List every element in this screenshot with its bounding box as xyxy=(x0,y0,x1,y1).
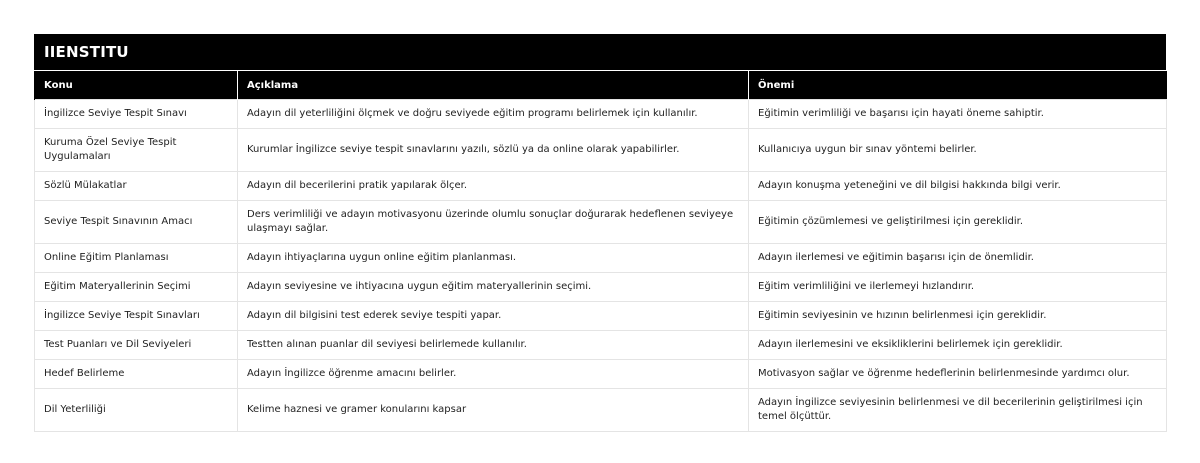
cell-aciklama: Adayın ihtiyaçlarına uygun online eğitim planlanması. xyxy=(238,244,749,273)
cell-konu: Seviye Tespit Sınavının Amacı xyxy=(35,201,238,244)
table-body xyxy=(35,100,1167,432)
cell-aciklama: Ders verimliliği ve adayın motivasyonu üzerinde olumlu sonuçlar doğurarak hedeflenen seviyeye ulaşmayı sağlar. xyxy=(238,201,749,244)
cell-aciklama: Adayın seviyesine ve ihtiyacına uygun eğitim materyallerinin seçimi. xyxy=(238,273,749,302)
cell-aciklama: Adayın dil yeterliliğini ölçmek ve doğru seviyede eğitim programı belirlemek için kullanılır. xyxy=(238,100,749,129)
cell-onemi: Adayın ilerlemesini ve eksikliklerini belirlemek için gereklidir. xyxy=(749,331,1167,360)
cell-konu: İngilizce Seviye Tespit Sınavları xyxy=(35,302,238,331)
cell-konu: İngilizce Seviye Tespit Sınavı xyxy=(35,100,238,129)
table-row xyxy=(35,360,1167,389)
cell-aciklama: Adayın İngilizce öğrenme amacını belirler. xyxy=(238,360,749,389)
cell-aciklama: Kurumlar İngilizce seviye tespit sınavlarını yazılı, sözlü ya da online olarak yapabilirler. xyxy=(238,129,749,172)
cell-aciklama: Adayın dil becerilerini pratik yapılarak ölçer. xyxy=(238,172,749,201)
table-row xyxy=(35,273,1167,302)
table-row xyxy=(35,172,1167,201)
cell-konu: Sözlü Mülakatlar xyxy=(35,172,238,201)
cell-aciklama: Adayın dil bilgisini test ederek seviye tespiti yapar. xyxy=(238,302,749,331)
table-row xyxy=(35,201,1167,244)
table-row xyxy=(35,302,1167,331)
info-table xyxy=(34,70,1167,432)
cell-onemi: Motivasyon sağlar ve öğrenme hedeflerinin belirlenmesinde yardımcı olur. xyxy=(749,360,1167,389)
content-table-card xyxy=(34,34,1166,432)
cell-konu: Dil Yeterliliği xyxy=(35,389,238,432)
cell-onemi: Eğitim verimliliğini ve ilerlemeyi hızlandırır. xyxy=(749,273,1167,302)
table-row xyxy=(35,100,1167,129)
table-row xyxy=(35,129,1167,172)
cell-onemi: Eğitimin seviyesinin ve hızının belirlenmesi için gereklidir. xyxy=(749,302,1167,331)
cell-onemi: Kullanıcıya uygun bir sınav yöntemi belirler. xyxy=(749,129,1167,172)
brand-bar xyxy=(34,34,1166,70)
cell-onemi: Adayın ilerlemesi ve eğitimin başarısı için de önemlidir. xyxy=(749,244,1167,273)
cell-onemi: Adayın konuşma yeteneğini ve dil bilgisi hakkında bilgi verir. xyxy=(749,172,1167,201)
cell-onemi: Eğitimin çözümlemesi ve geliştirilmesi için gereklidir. xyxy=(749,201,1167,244)
table-row xyxy=(35,331,1167,360)
header-aciklama: Açıklama xyxy=(238,71,749,100)
cell-onemi: Eğitimin verimliliği ve başarısı için hayati öneme sahiptir. xyxy=(749,100,1167,129)
header-onemi: Önemi xyxy=(749,71,1167,100)
header-konu: Konu xyxy=(35,71,238,100)
cell-aciklama: Kelime haznesi ve gramer konularını kapsar xyxy=(238,389,749,432)
table-header xyxy=(35,71,1167,100)
cell-konu: Hedef Belirleme xyxy=(35,360,238,389)
cell-onemi: Adayın İngilizce seviyesinin belirlenmesi ve dil becerilerinin geliştirilmesi için temel ölçüttür. xyxy=(749,389,1167,432)
cell-konu: Eğitim Materyallerinin Seçimi xyxy=(35,273,238,302)
table-row xyxy=(35,389,1167,432)
cell-aciklama: Testten alınan puanlar dil seviyesi belirlemede kullanılır. xyxy=(238,331,749,360)
cell-konu: Online Eğitim Planlaması xyxy=(35,244,238,273)
cell-konu: Test Puanları ve Dil Seviyeleri xyxy=(35,331,238,360)
table-row xyxy=(35,244,1167,273)
header-row xyxy=(35,71,1167,100)
brand-logo-text: IIENSTITU xyxy=(44,43,129,61)
cell-konu: Kuruma Özel Seviye Tespit Uygulamaları xyxy=(35,129,238,172)
